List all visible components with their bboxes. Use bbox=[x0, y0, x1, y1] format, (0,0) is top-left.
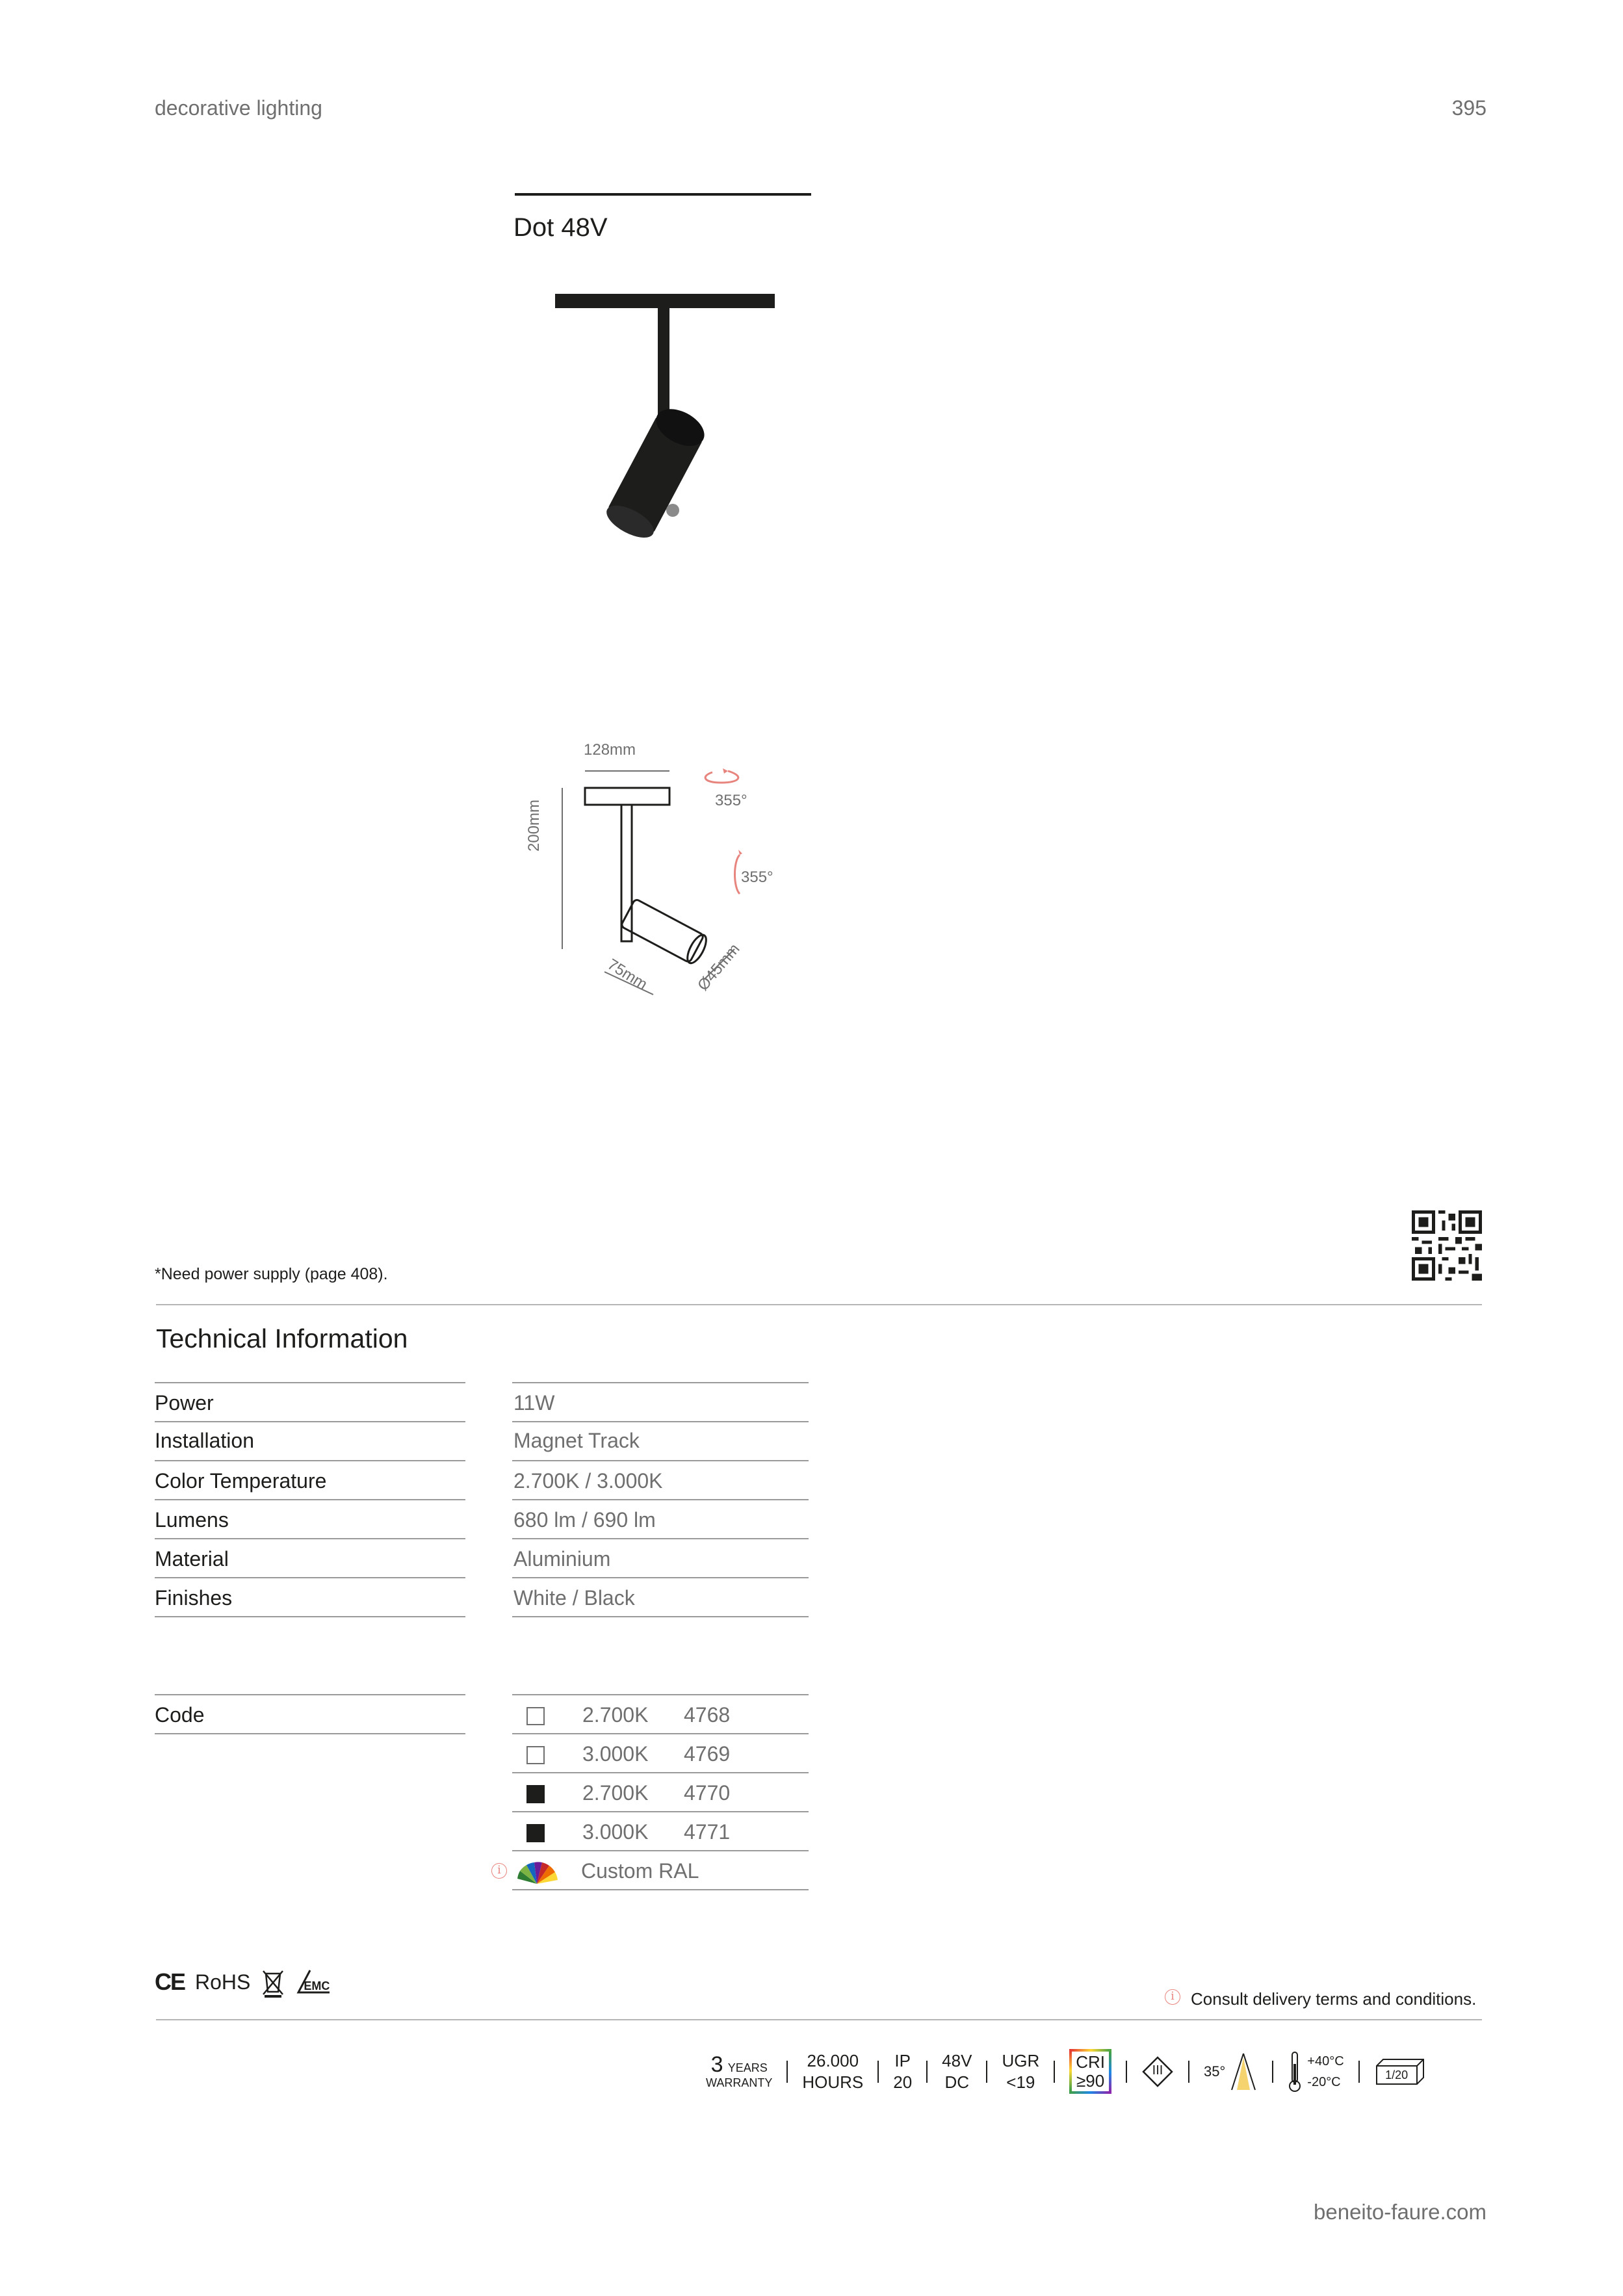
spec-rule bbox=[155, 1382, 465, 1383]
weee-bin-icon bbox=[261, 1966, 285, 1998]
spec-label-lumens: Lumens bbox=[155, 1508, 229, 1532]
scale-label: 1/20 bbox=[1385, 2068, 1409, 2081]
code-temp: 3.000K bbox=[582, 1742, 649, 1766]
spec-rule bbox=[155, 1616, 465, 1617]
info-icon[interactable]: i bbox=[491, 1863, 507, 1879]
badge-separator bbox=[1054, 2061, 1055, 2083]
spec-value-material: Aluminium bbox=[513, 1547, 611, 1571]
dim-length-label: 75mm bbox=[604, 956, 651, 994]
code-rule bbox=[155, 1694, 465, 1695]
temperature-max: +40°C bbox=[1307, 2054, 1344, 2068]
product-title: Dot 48V bbox=[513, 213, 608, 242]
ip-value: 20 bbox=[893, 2072, 913, 2092]
code-number: 4769 bbox=[684, 1742, 731, 1766]
temperature-badge bbox=[1288, 2051, 1344, 2093]
code-temp: 3.000K bbox=[582, 1820, 649, 1844]
warranty-badge bbox=[706, 2053, 772, 2090]
dim-rotation-v-label: 355° bbox=[741, 868, 773, 886]
qr-code[interactable] bbox=[1412, 1210, 1482, 1281]
code-rule bbox=[512, 1850, 809, 1851]
info-icon[interactable]: i bbox=[1165, 1989, 1180, 2005]
thermometer-icon bbox=[1288, 2051, 1302, 2093]
title-rule bbox=[515, 193, 811, 196]
scale-badge bbox=[1374, 2057, 1426, 2087]
badge-separator bbox=[986, 2061, 987, 2083]
badges-divider bbox=[156, 2019, 1482, 2020]
beam-angle-value: 35° bbox=[1204, 2063, 1226, 2080]
ugr-badge bbox=[1002, 2050, 1039, 2093]
spec-value-lumens: 680 lm / 690 lm bbox=[513, 1508, 656, 1532]
spec-label-power: Power bbox=[155, 1391, 214, 1415]
code-rule bbox=[512, 1889, 809, 1890]
section-title: Technical Information bbox=[156, 1324, 408, 1353]
footer-url[interactable]: beneito-faure.com bbox=[1314, 2200, 1487, 2224]
ip-label: IP bbox=[894, 2051, 911, 2071]
voltage-badge bbox=[942, 2050, 972, 2093]
spec-value-installation: Magnet Track bbox=[513, 1429, 640, 1452]
spec-rule bbox=[512, 1499, 809, 1500]
spec-label-color-temperature: Color Temperature bbox=[155, 1469, 327, 1493]
hours-word: HOURS bbox=[802, 2072, 864, 2092]
badge-separator bbox=[786, 2061, 788, 2083]
code-number: 4770 bbox=[684, 1781, 731, 1805]
emc-mark bbox=[296, 1968, 332, 1996]
spec-label-material: Material bbox=[155, 1547, 229, 1571]
dim-height-label: 200mm bbox=[525, 799, 543, 852]
ral-color-fan-icon bbox=[513, 1859, 560, 1885]
warranty-word: WARRANTY bbox=[706, 2076, 773, 2090]
spec-rule bbox=[155, 1499, 465, 1500]
current-type: DC bbox=[944, 2072, 970, 2092]
code-number: 4771 bbox=[684, 1820, 731, 1844]
spec-rule bbox=[512, 1538, 809, 1539]
spec-rule bbox=[155, 1421, 465, 1422]
cri-badge bbox=[1069, 2049, 1111, 2094]
spec-value-power: 11W bbox=[513, 1391, 555, 1415]
spec-rule bbox=[512, 1577, 809, 1578]
code-rule bbox=[155, 1733, 465, 1734]
custom-ral-label: Custom RAL bbox=[581, 1859, 699, 1883]
certifications bbox=[155, 1966, 332, 1998]
product-image bbox=[546, 286, 786, 559]
rohs-mark: RoHS bbox=[195, 1970, 251, 1994]
voltage-value: 48V bbox=[942, 2051, 972, 2071]
dim-rotation-h-label: 355° bbox=[715, 792, 747, 809]
dim-width-label: 128mm bbox=[584, 741, 636, 759]
spec-rule bbox=[155, 1538, 465, 1539]
ugr-label: UGR bbox=[1002, 2051, 1040, 2071]
ip-badge bbox=[893, 2050, 912, 2093]
spec-rule bbox=[512, 1460, 809, 1461]
dim-diameter-label: Ø45mm bbox=[694, 940, 744, 995]
ugr-value: <19 bbox=[1006, 2072, 1035, 2092]
warranty-years: YEARS bbox=[727, 2061, 768, 2074]
class-label: III bbox=[1152, 2063, 1163, 2078]
consult-note: Consult delivery terms and conditions. bbox=[1191, 1989, 1477, 2009]
spec-value-finishes: White / Black bbox=[513, 1586, 635, 1610]
finish-swatch-white bbox=[526, 1746, 545, 1764]
page-number: 395 bbox=[1451, 96, 1487, 120]
hours-number: 26.000 bbox=[807, 2051, 859, 2071]
badge-separator bbox=[1126, 2061, 1127, 2083]
code-temp: 2.700K bbox=[582, 1703, 649, 1727]
badge-separator bbox=[877, 2061, 879, 2083]
temperature-min: -20°C bbox=[1307, 2074, 1341, 2089]
emc-label: EMC bbox=[304, 1979, 330, 1992]
warranty-number: 3 bbox=[710, 2052, 723, 2077]
code-label: Code bbox=[155, 1703, 205, 1727]
spec-rule bbox=[512, 1421, 809, 1422]
spec-label-finishes: Finishes bbox=[155, 1586, 233, 1610]
spec-label-installation: Installation bbox=[155, 1429, 254, 1452]
cri-value: ≥90 bbox=[1076, 2070, 1105, 2091]
code-rule bbox=[512, 1811, 809, 1812]
badge-separator bbox=[1188, 2061, 1189, 2083]
spec-value-color-temperature: 2.700K / 3.000K bbox=[513, 1469, 663, 1493]
finish-swatch-white bbox=[526, 1707, 545, 1725]
spec-rule bbox=[155, 1460, 465, 1461]
ce-mark: CE bbox=[155, 1968, 185, 1995]
class-badge bbox=[1141, 2055, 1174, 2088]
spec-rule bbox=[512, 1616, 809, 1617]
code-rule bbox=[512, 1694, 809, 1695]
spec-rule bbox=[512, 1382, 809, 1383]
code-rule bbox=[512, 1733, 809, 1734]
badge-separator bbox=[926, 2061, 928, 2083]
badge-separator bbox=[1358, 2061, 1360, 2083]
beam-angle-badge bbox=[1204, 2052, 1258, 2091]
section-divider bbox=[156, 1304, 1482, 1305]
finish-swatch-black bbox=[526, 1785, 545, 1803]
feature-badges bbox=[706, 2049, 1426, 2094]
beam-angle-icon bbox=[1229, 2052, 1258, 2091]
badge-separator bbox=[1272, 2061, 1273, 2083]
page-category: decorative lighting bbox=[155, 96, 322, 120]
spec-rule bbox=[155, 1577, 465, 1578]
code-number: 4768 bbox=[684, 1703, 731, 1727]
finish-swatch-black bbox=[526, 1824, 545, 1842]
power-supply-note: *Need power supply (page 408). bbox=[155, 1265, 388, 1283]
code-rule bbox=[512, 1772, 809, 1773]
code-temp: 2.700K bbox=[582, 1781, 649, 1805]
hours-badge bbox=[802, 2050, 863, 2093]
cri-label: CRI bbox=[1076, 2052, 1105, 2072]
